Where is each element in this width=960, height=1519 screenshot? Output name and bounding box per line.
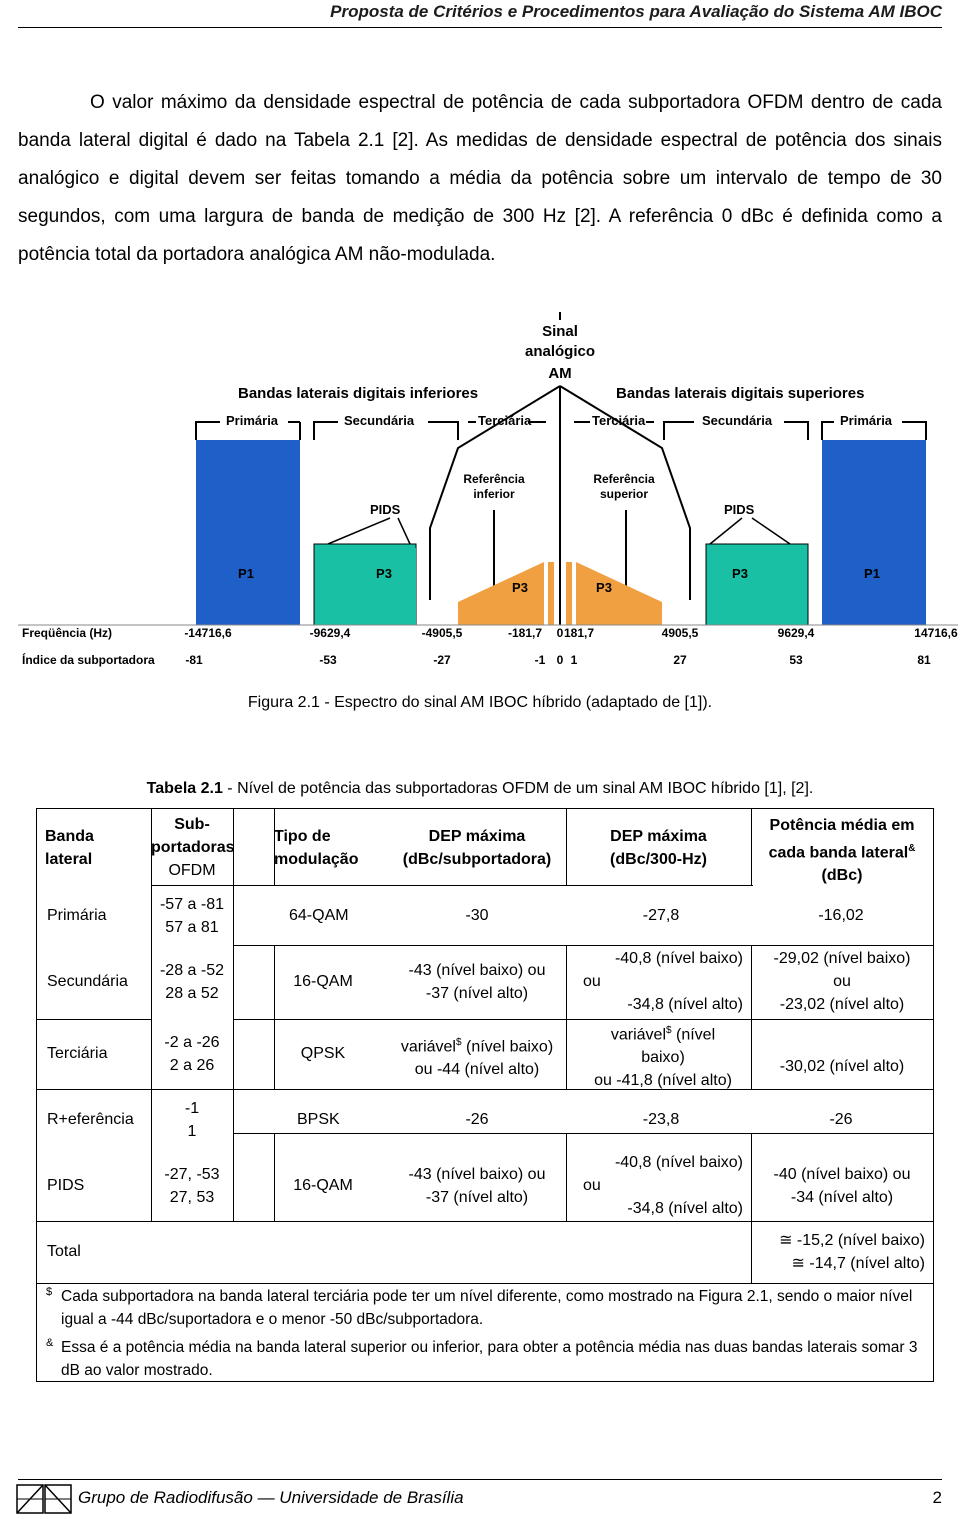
row-referencia-dep1: -26	[465, 1111, 489, 1128]
power-table	[36, 808, 934, 1382]
idx-axis-label: Índice da subportadora	[22, 653, 155, 667]
footer-rule	[18, 1479, 942, 1480]
row-total-pot: ≅ -15,2 (nível baixo) ≅ -14,7 (nível alto)	[779, 1232, 925, 1272]
p1-left-label: P1	[238, 566, 254, 581]
freq-tick-label: -181,7	[507, 626, 543, 640]
row-total-banda: Total	[47, 1243, 81, 1260]
col-rule-5b	[751, 945, 752, 1089]
label-terciaria-left: Terciária	[478, 413, 532, 428]
p1-right-block	[822, 440, 926, 625]
p3-left-label: P3	[376, 566, 392, 581]
row-terciaria-sub: -2 a -26 2 a 26	[164, 1034, 220, 1074]
row-referencia-dep2: -23,8	[642, 1111, 680, 1128]
ref-inf-2: inferior	[473, 487, 515, 501]
row-secundaria-banda: Secundária	[47, 973, 128, 990]
col-rule-3b	[274, 945, 275, 1089]
table-caption-label: Tabela 2.1	[146, 780, 223, 797]
subcarrier-index-label: 81	[917, 653, 931, 667]
row-rule-2a	[37, 1019, 151, 1020]
p3-right-label: P3	[732, 566, 748, 581]
subcarrier-index-label: -27	[433, 653, 451, 667]
footer-text: Grupo de Radiodifusão — Universidade de Brasília	[78, 1488, 464, 1507]
freq-tick-label: -4905,5	[421, 626, 463, 640]
freq-tick-label: 4905,5	[661, 626, 699, 640]
hdr-banda: Banda lateral	[45, 828, 94, 868]
figure-caption: Figura 2.1 - Espectro do sinal AM IBOC híbrido (adaptado de [1]).	[247, 694, 713, 711]
hdr-dep-sub: DEP máxima (dBc/subportadora)	[402, 828, 552, 868]
col-rule-3c	[274, 1133, 275, 1221]
hdr-dep-300: DEP máxima (dBc/300-Hz)	[610, 828, 707, 868]
paragraph-rest: cada banda lateral digital é dado na Tabela 2.1 [2]. As medidas de densidade espectral de potência dos sinais analógico e digital devem ser feitas tomando a média da potência sobre um intervalo de tempo de 30 segundos, com uma largura de banda de medição de 300 Hz [2]. A referência 0 dBc é definida como a potência total da portadora analógica AM não-modulada.	[18, 92, 942, 265]
freq-tick-label: -14716,6	[184, 626, 232, 640]
row-primaria-sub: -57 a -81 57 a 81	[159, 896, 225, 936]
header-rule	[18, 27, 942, 28]
freq-tick-label: 9629,4	[777, 626, 815, 640]
subcarrier-index-label: 27	[673, 653, 687, 667]
subcarrier-index-label: -1	[534, 653, 546, 667]
bracket-sec-right	[664, 422, 694, 440]
bracket-sec-left	[314, 422, 338, 440]
p3-tertiary-left	[458, 562, 544, 625]
p3-tertiary-right	[576, 562, 662, 625]
row-referencia-pot: -26	[829, 1111, 853, 1128]
bracket-prim-right-r	[902, 422, 926, 440]
pids-right-pointer2	[752, 518, 790, 544]
label-secundaria-right: Secundária	[702, 413, 773, 428]
row-terciaria-dep2: variável$ (nível baixo) ou -41,8 (nível alto)	[594, 1025, 732, 1090]
row-rule-5	[37, 1221, 933, 1222]
hdr-subportadoras: Sub- portadoras OFDM	[151, 816, 235, 879]
p1-left-block	[196, 440, 300, 625]
row-secundaria-tipo: 16-QAM	[293, 973, 353, 990]
hdr-rule	[151, 885, 753, 886]
bracket-sec-right-r	[784, 422, 808, 440]
pids-left: PIDS	[370, 502, 401, 517]
row-rule-6	[37, 1283, 933, 1284]
subcarrier-index-label: -81	[185, 653, 203, 667]
bracket-sec-left-r	[428, 422, 458, 440]
unb-logo-icon	[16, 1484, 72, 1514]
row-rule-4	[233, 1133, 933, 1134]
label-primaria-right: Primária	[840, 413, 893, 428]
note-2-mark: &	[46, 1337, 54, 1349]
pids-right-pointer	[710, 518, 742, 544]
p1-right-label: P1	[864, 566, 880, 581]
p3-ter-left-label: P3	[512, 580, 528, 595]
row-primaria-banda: Primária	[47, 907, 107, 924]
body-paragraph	[18, 84, 942, 274]
ref-sup-1: Referência	[593, 472, 655, 486]
freq-tick-label: 181,7	[563, 626, 595, 640]
row-terciaria-dep1: variável$ (nível baixo) ou -44 (nível alto)	[400, 1037, 554, 1079]
row-terciaria-pot: -30,02 (nível alto)	[779, 1058, 905, 1075]
table-note-1: $ Cada subportadora na banda lateral terciária pode ter um nível diferente, como mostrado na Figura 2.1, sendo o maior nível igual a -44 dBc/suportadora e o menor -50 dBc/subportadora.	[61, 1285, 921, 1331]
table-note-2: & Essa é a potência média na banda lateral superior ou inferior, para obter a potência média nas duas bandas laterais somar 3 dB ao valor mostrado.	[61, 1336, 921, 1382]
row-referencia-tipo: BPSK	[297, 1111, 340, 1128]
row-terciaria-tipo: QPSK	[300, 1045, 346, 1062]
subcarrier-index-label: 53	[789, 653, 803, 667]
lower-bands-title: Bandas laterais digitais inferiores	[238, 385, 479, 402]
bracket-primaria-left	[196, 422, 220, 440]
col-rule-2	[233, 809, 234, 1221]
label-secundaria-left: Secundária	[344, 413, 415, 428]
table-caption-text: - Nível de potência das subportadoras OFDM de um sinal AM IBOC híbrido [1], [2].	[222, 780, 814, 797]
row-pids-banda: PIDS	[47, 1177, 85, 1194]
ref-carrier-left	[548, 562, 554, 625]
row-pids-tipo: 16-QAM	[293, 1177, 353, 1194]
row-secundaria-pot: -29,02 (nível baixo) ou -23,02 (nível alto)	[773, 950, 911, 1013]
hdr-tipo: Tipo de modulação	[274, 828, 359, 868]
row-pids-dep2: -40,8 (nível baixo) ou -34,8 (nível alto)	[583, 1154, 743, 1217]
subcarrier-index-label: -53	[319, 653, 337, 667]
col-rule-5c	[751, 1133, 752, 1283]
row-rule-1	[233, 945, 933, 946]
ref-inf-1: Referência	[463, 472, 525, 486]
pids-right: PIDS	[724, 502, 755, 517]
page-number: 2	[932, 1488, 942, 1507]
paragraph-line-1: O valor máximo da densidade espectral de potência de cada subportadora OFDM dentro de	[90, 92, 894, 113]
subcarrier-index-label: 1	[570, 653, 578, 667]
freq-tick-label: 14716,6	[914, 626, 958, 640]
table-caption	[0, 780, 960, 798]
upper-bands-title: Bandas laterais digitais superiores	[616, 385, 865, 402]
ref-sup-2: superior	[599, 487, 649, 501]
label-primaria-left: Primária	[226, 413, 279, 428]
row-referencia-sub: -1 1	[184, 1100, 200, 1140]
spectrum-figure	[18, 300, 958, 680]
row-pids-sub: -27, -53 27, 53	[164, 1166, 220, 1206]
row-secundaria-sub: -28 a -52 28 a 52	[159, 962, 225, 1002]
subcarrier-index-label: 0	[556, 653, 564, 667]
row-primaria-dep1: -30	[465, 907, 489, 924]
am-label-3: AM	[548, 365, 572, 382]
note-1-mark: $	[46, 1286, 53, 1298]
freq-tick-label: 0	[556, 626, 564, 640]
row-primaria-pot: -16,02	[818, 907, 864, 924]
row-secundaria-dep2: -40,8 (nível baixo) ou -34,8 (nível alto)	[583, 950, 743, 1013]
row-primaria-dep2: -27,8	[642, 907, 680, 924]
p3-ter-right-label: P3	[596, 580, 612, 595]
row-secundaria-dep1: -43 (nível baixo) ou -37 (nível alto)	[408, 962, 546, 1002]
row-pids-pot: -40 (nível baixo) ou -34 (nível alto)	[773, 1166, 911, 1206]
bracket-prim-right	[822, 422, 834, 440]
row-rule-3	[37, 1089, 933, 1090]
row-referencia-banda: R+eferência	[47, 1111, 134, 1128]
pids-left-pointer	[328, 518, 390, 544]
am-label-1: Sinal	[542, 323, 578, 340]
pids-left-pointer2	[398, 518, 410, 544]
row-primaria-tipo: 64-QAM	[289, 907, 349, 924]
hdr-potencia: Potência média em cada banda lateral& (dBc)	[768, 817, 916, 885]
freq-axis-label: Freqüência (Hz)	[22, 626, 113, 640]
row-pids-dep1: -43 (nível baixo) ou -37 (nível alto)	[408, 1166, 546, 1206]
am-label-2: analógico	[524, 343, 596, 360]
label-terciaria-right: Terciária	[592, 413, 646, 428]
ref-carrier-right	[566, 562, 572, 625]
header-title: Proposta de Critérios e Procedimentos para Avaliação do Sistema AM IBOC	[330, 2, 942, 21]
p3-left-block-2	[318, 548, 416, 625]
p3-right-block	[706, 544, 808, 625]
freq-tick-label: -9629,4	[309, 626, 351, 640]
row-terciaria-banda: Terciária	[47, 1045, 108, 1062]
